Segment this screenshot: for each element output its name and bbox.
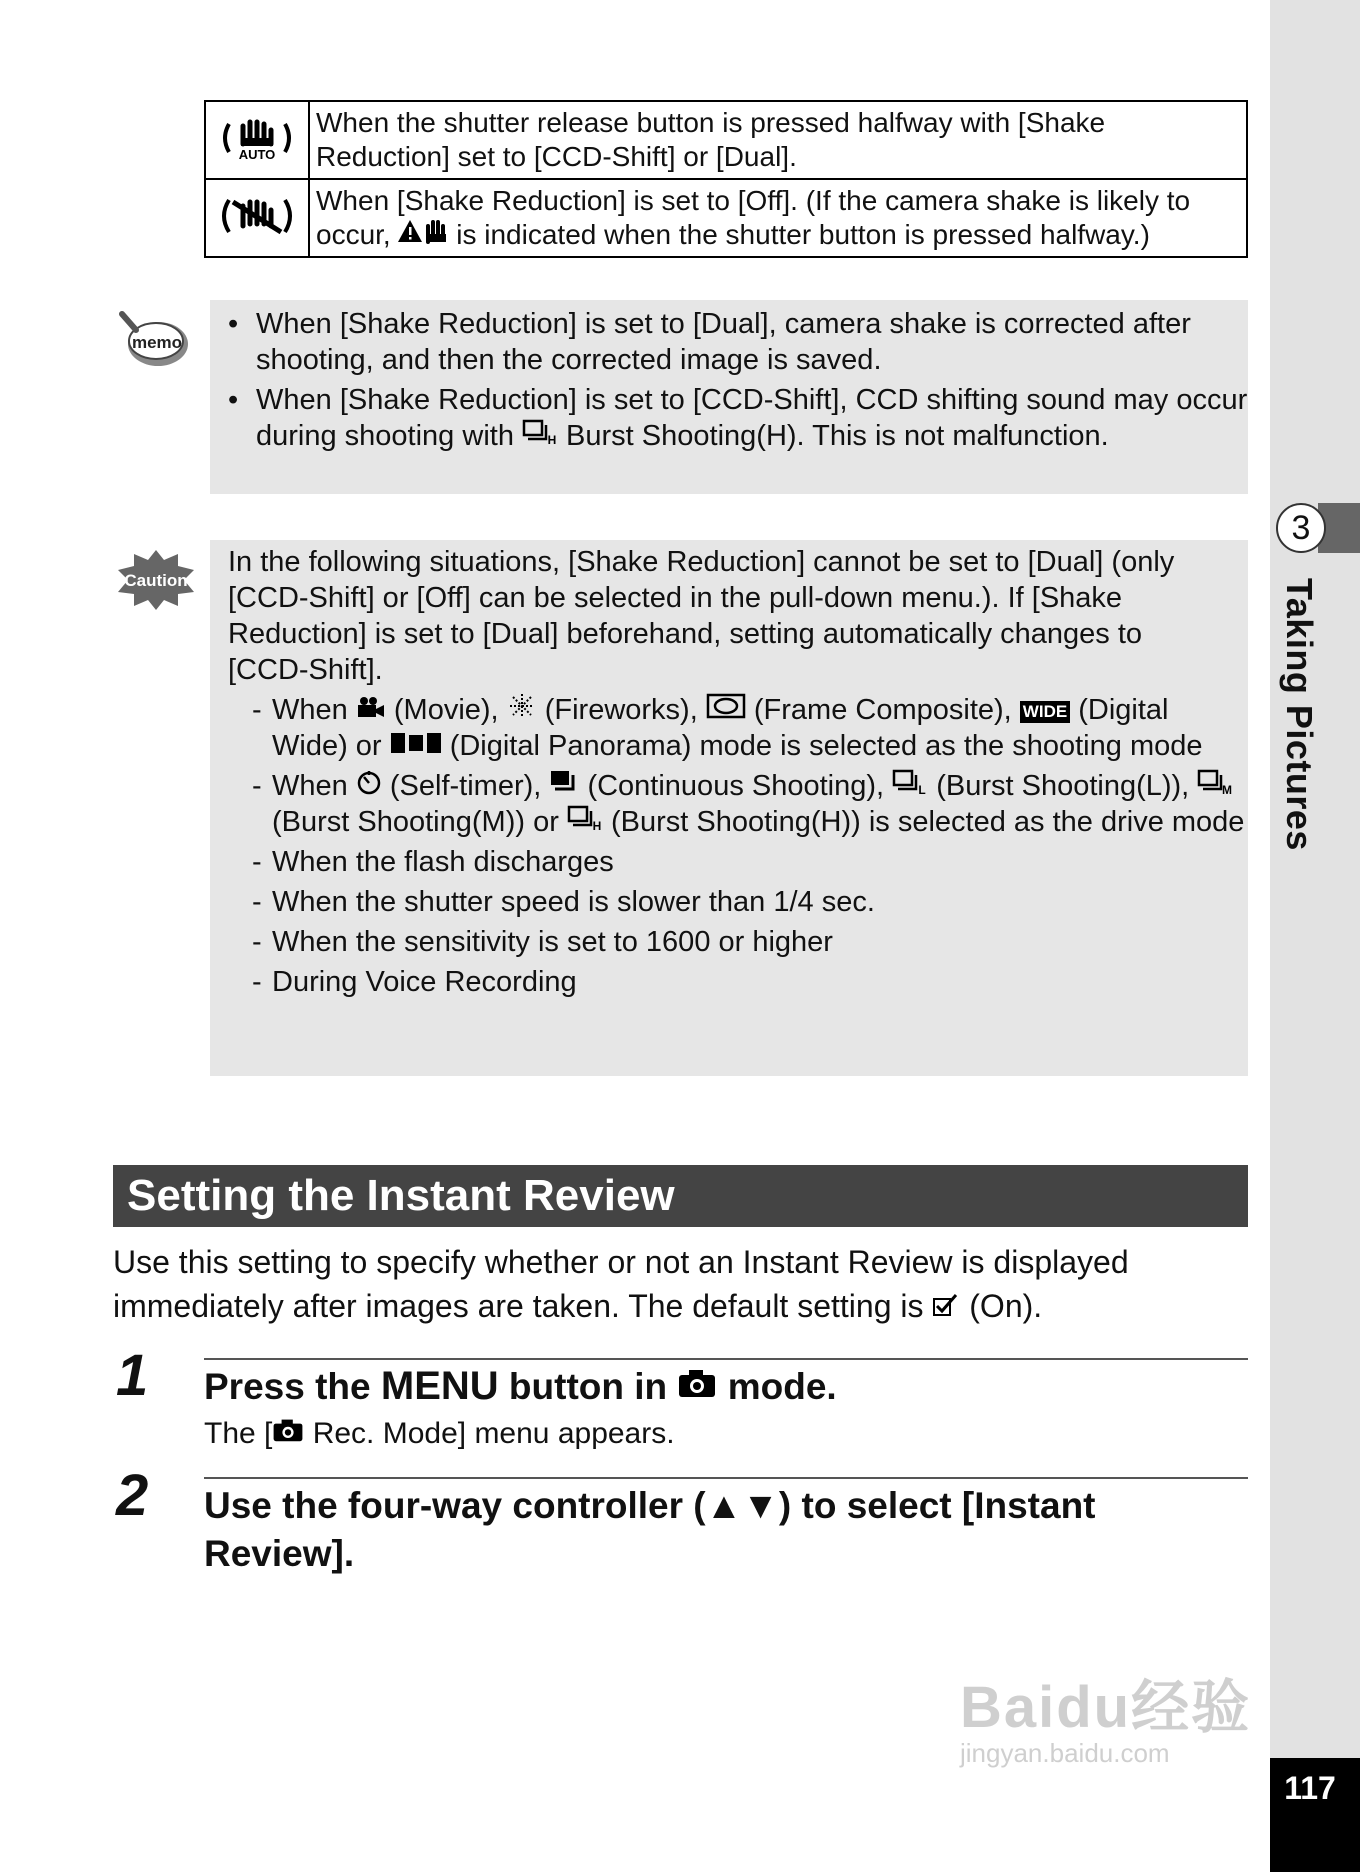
section-title: Setting the Instant Review	[127, 1171, 675, 1220]
svg-text:H: H	[547, 433, 557, 445]
digital-wide-icon: WIDE	[1020, 701, 1070, 723]
list-item: - During Voice Recording	[210, 964, 1248, 1000]
table-cell	[309, 179, 1247, 257]
list-item: • When [Shake Reduction] is set to [Dual], camera shake is corrected after shooting, and then the corrected image is saved.	[210, 306, 1248, 378]
memo-icon	[118, 310, 190, 368]
list-item: - When the flash discharges	[210, 844, 1248, 880]
step-number: 2	[116, 1463, 149, 1528]
memo-box	[210, 300, 1248, 494]
shake-icon-table	[204, 100, 1248, 258]
table-cell: When the shutter release button is pressed halfway with [Shake Reduction] set to [CCD-Shift] or [Dual].	[309, 101, 1247, 179]
caution-intro: In the following situations, [Shake Reduction] cannot be set to [Dual] (only [CCD-Shift] or [Off] can be selected in the pull-down menu.). If [Shake Reduction] is set to [Dual] beforehand, setting automatically changes to [CCD-Shift].	[228, 546, 1175, 686]
camera-icon	[272, 1416, 304, 1452]
digital-panorama-icon	[390, 728, 442, 764]
watermark	[960, 1660, 1251, 1769]
burst-h-icon	[522, 418, 558, 454]
movie-icon	[356, 692, 386, 728]
list-item: - When the sensitivity is set to 1600 or higher	[210, 924, 1248, 960]
self-timer-icon	[356, 768, 382, 804]
table-row	[205, 101, 1247, 179]
section-intro: Use this setting to specify whether or not an Instant Review is displayed immediately after images are taken. The default setting is (On).	[113, 1240, 1253, 1328]
table-text: is indicated when the shutter button is pressed halfway.)	[448, 219, 1150, 250]
svg-text:L: L	[918, 783, 926, 795]
checkbox-on-icon	[932, 1284, 960, 1328]
svg-text:H: H	[592, 819, 602, 831]
list-item: - When the shutter speed is slower than 1/4 sec.	[210, 884, 1248, 920]
burst-l-icon	[892, 768, 928, 804]
shake-warning-icon	[398, 218, 448, 252]
section-header	[113, 1165, 1248, 1227]
step-number: 1	[116, 1343, 149, 1408]
svg-text:memo: memo	[131, 333, 183, 352]
caution-box	[210, 540, 1248, 1076]
svg-text:M: M	[1222, 783, 1233, 795]
burst-m-icon	[1197, 768, 1233, 804]
frame-composite-icon	[706, 692, 746, 728]
caution-icon	[116, 548, 196, 610]
chapter-number: 3	[1276, 503, 1326, 553]
step-divider	[204, 1358, 1248, 1360]
list-item: - When (Self-timer), (Continuous Shooting), L (Burst Shooting(L)), M (Burst Shooting(M)) or H (Burst Shooting(H)) is selected as the drive mode	[210, 768, 1248, 840]
step-heading: Use the four-way controller (▲▼) to select [Instant Review].	[204, 1485, 1096, 1574]
svg-text:AUTO: AUTO	[238, 146, 276, 162]
burst-h-icon	[567, 804, 603, 840]
step-heading: Press the MENU button in mode.	[204, 1362, 1248, 1411]
list-item: • When [Shake Reduction] is set to [CCD-Shift], CCD shifting sound may occur during shooting with H Burst Shooting(H). This is not malfunction.	[210, 382, 1248, 454]
camera-icon	[677, 1363, 717, 1411]
watermark-url: jingyan.baidu.com	[960, 1738, 1170, 1768]
step-divider	[204, 1477, 1248, 1479]
list-item: - When (Movie), (Fireworks), (Frame Composite), WIDE (Digital Wide) or (Digital Panorama) mode is selected as the shooting mode	[210, 692, 1248, 764]
continuous-shooting-icon	[549, 768, 579, 804]
shake-reduction-off-icon	[205, 179, 309, 257]
table-row	[205, 179, 1247, 257]
page-number: 117	[1284, 1770, 1336, 1806]
chapter-sidebar	[1270, 0, 1360, 1872]
watermark-logo: Baidu经验	[960, 1675, 1252, 1740]
chapter-title: Taking Pictures	[1279, 578, 1320, 851]
svg-text:Caution: Caution	[124, 571, 188, 590]
step-body: The [ Rec. Mode] menu appears.	[204, 1417, 675, 1450]
up-down-arrows-icon: ▲▼	[705, 1485, 779, 1526]
fireworks-icon	[507, 692, 537, 728]
shake-reduction-auto-icon	[205, 101, 309, 179]
table-text: When [Shake Reduction] is set to [Off]. (If the camera shake is likely to occur,	[316, 185, 1191, 250]
